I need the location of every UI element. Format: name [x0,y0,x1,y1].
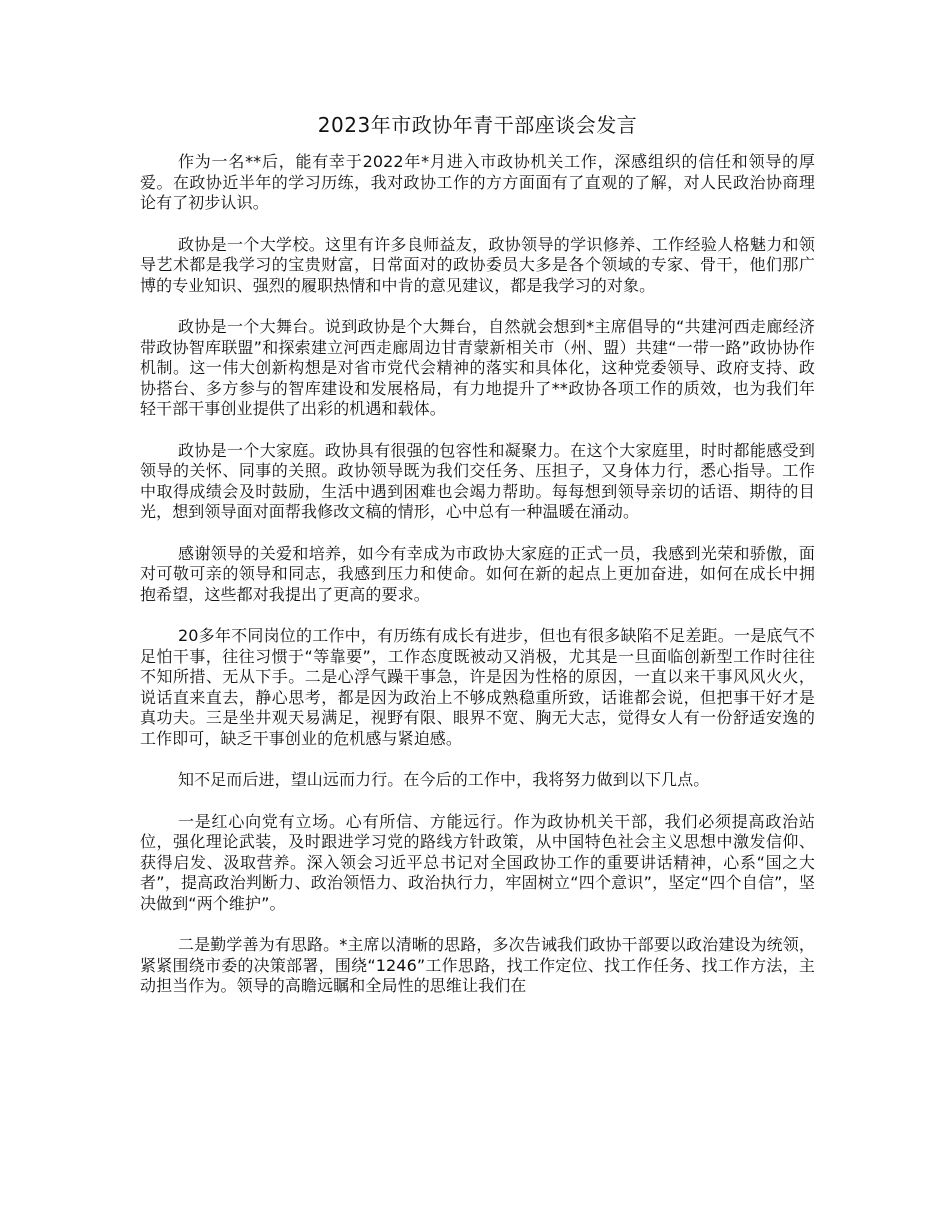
document-page [140,110,815,1018]
paragraph: 作为一名**后，能有幸于2022年*月进入市政协机关工作，深感组织的信任和领导的厚爱。在政协近半年的学习历练，我对政协工作的方方面面有了直观的了解，对人民政治协商理论有了初步认识。 [140,152,815,212]
paragraph: 感谢领导的关爱和培养，如今有幸成为市政协大家庭的正式一员，我感到光荣和骄傲，面对可敬可亲的领导和同志，我感到压力和使命。如何在新的起点上更加奋进，如何在成长中拥抱希望，这些都对我提出了更高的要求。 [140,543,815,604]
document-title: 2023年市政协年青干部座谈会发言 [317,113,638,137]
paragraph: 政协是一个大家庭。政协具有很强的包容性和凝聚力。在这个大家庭里，时时都能感受到领导的关怀、同事的关照。政协领导既为我们交任务、压担子，又身体力行，悉心指导。工作中取得成绩会及时鼓励，生活中遇到困难也会竭力帮助。每每想到领导亲切的话语、期待的目光，想到领导面对面帮我修改文稿的情形，心中总有一种温暖在涌动。 [140,440,815,521]
paragraph: 知不足而后进，望山远而力行。在今后的工作中，我将努力做到以下几点。 [178,770,710,789]
paragraph: 政协是一个大学校。这里有许多良师益友，政协领导的学识修养、工作经验人格魅力和领导艺术都是我学习的宝贵财富，日常面对的政协委员大多是各个领域的专家、骨干，他们那广博的专业知识、强烈的履职热情和中肯的意见建议，都是我学习的对象。 [140,234,815,295]
paragraph: 二是勤学善为有思路。*主席以清晰的思路，多次告诫我们政协干部要以政治建设为统领，紧紧围绕市委的决策部署，围绕“1246”工作思路，找工作定位、找工作任务、找工作方法，主动担当作为。领导的高瞻远瞩和全局性的思维让我们在 [140,935,815,995]
paragraph: 一是红心向党有立场。心有所信、方能远行。作为政协机关干部，我们必须提高政治站位，强化理论武装，及时跟进学习党的路线方针政策，从中国特色社会主义思想中激发信仰、获得启发、汲取营养。深入领会习近平总书记对全国政协工作的重要讲话精神，心系“国之大者”，提高政治判断力、政治领悟力、政治执行力，牢固树立“四个意识”，坚定“四个自信”，坚决做到“两个维护”。 [140,811,815,913]
paragraph: 20多年不同岗位的工作中，有历练有成长有进步，但也有很多缺陷不足差距。一是底气不足怕干事，往往习惯于“等靠要”，工作态度既被动又消极，尤其是一旦面临创新型工作时往往不知所措、无从下手。二是心浮气躁干事急，许是因为性格的原因，一直以来干事风风火火，说话直来直去，静心思考，都是因为政治上不够成熟稳重所致，话谁都会说，但把事干好才是真功夫。三是坐井观天易满足，视野有限、眼界不宽、胸无大志，觉得女人有一份舒适安逸的工作即可，缺乏干事创业的危机感与紧迫感。 [140,626,815,748]
paragraph: 政协是一个大舞台。说到政协是个大舞台，自然就会想到*主席倡导的“共建河西走廊经济带政协智库联盟”和探索建立河西走廊周边甘青蒙新相关市（州、盟）共建“一带一路”政协协作机制。这一伟大创新构想是对省市党代会精神的落实和具体化，这种党委领导、政府支持、政协搭台、多方参与的智库建设和发展格局，有力地提升了**政协各项工作的质效，也为我们年轻干部干事创业提供了出彩的机遇和载体。 [140,317,815,418]
